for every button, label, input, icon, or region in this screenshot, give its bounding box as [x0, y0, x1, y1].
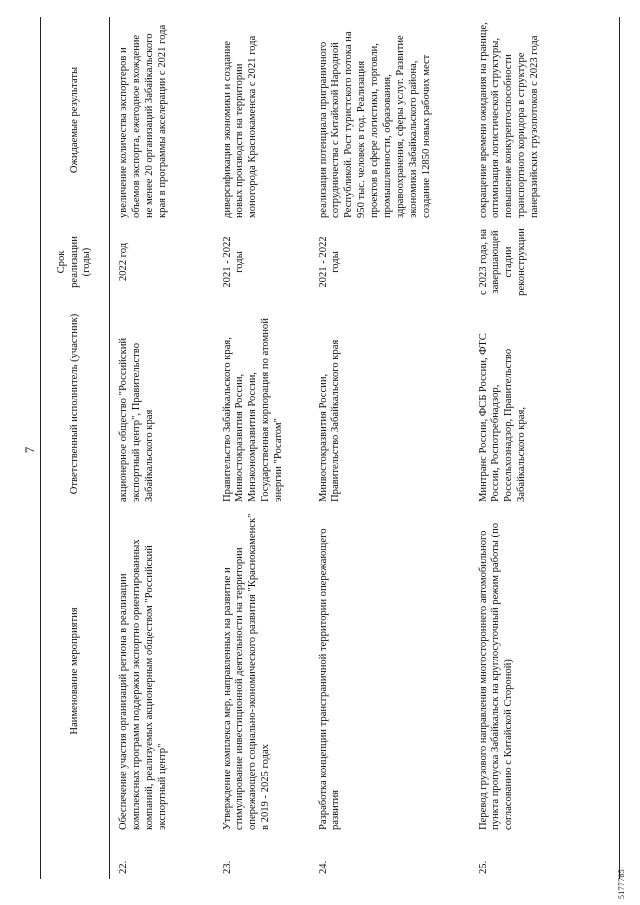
row-executor: акционерное общество "Российский экспортный центр", Правительство Забайкальского края [118, 337, 155, 502]
page-number: 7 [22, 446, 37, 454]
row-period: 2021 - 2022 годы [317, 236, 342, 288]
row-results: сокращение времени ожидания на границе, оптимизация логистической структуры, повышение конкурентоспособности транспортного коридора в структуре панеразийских грузопотоков с 2023 года [470, 17, 620, 223]
header-number [41, 835, 110, 879]
row-period: 2022 год [118, 242, 129, 282]
table-row [310, 17, 470, 879]
row-results: реализация потенциала приграничного сотрудничества с Китайской Народной Республикой. Рост туристского потока на 950 тыс. человек в год. Реализация проектов в сфере логистики, торговли, промышленности, образования, здравоохранения, сферы услуг. Развитие экономики Забайкальского района, создание 12850 новых рабочих мест [317, 31, 432, 218]
row-name: Обеспечение участия организаций региона в реализации комплексных программ поддержки экспортно ориентированных компаний, реализуемых акционерным обществом "Российский экспортный центр" [118, 539, 168, 830]
table-header-row [41, 17, 110, 879]
row-number: 24. [317, 860, 329, 874]
document-code: 5177785 [617, 868, 626, 899]
measures-table [40, 17, 620, 879]
table-row [470, 17, 620, 879]
header-period: Срок реализации (годы) [41, 223, 110, 301]
header-results: Ожидаемые результаты [41, 17, 110, 223]
row-results: диверсификация экономики и создание новых производств на территории моногорода Краснокаменска с 2021 года [221, 35, 259, 218]
row-name: Перевод грузового направления многостороннего автомобильного пункта пропуска Забайкальск на круглосуточный режим работы (по согласованию с Китайской Стороной) [470, 507, 620, 835]
row-executor: Правительство Забайкальского края, Минвостокразвития России, Минэкономразвития России, Государственная корпорация по атомной энергии "Росатом" [221, 318, 285, 502]
row-executor: Минвостокразвития России, Правительство Забайкальского края [317, 339, 342, 502]
table-row [214, 17, 310, 879]
row-results: увеличение количества экспортеров и объемов экспорта, ежегодное вхождение не менее 20 организаций Забайкальского края в программы акселерации с 2021 года [118, 24, 168, 218]
header-executor: Ответственный исполнитель (участник) [41, 301, 110, 507]
row-number: 25. [470, 835, 620, 879]
row-name: Утверждение комплекса мер, направленных на развитие и стимулирование инвестиционной деятельности на территории опережающего социально-экономического развития "Краснокаменск" в 2019 - 2025 годах [221, 513, 272, 830]
row-number: 22. [118, 860, 129, 874]
row-period: 2021 - 2022 годы [221, 236, 246, 288]
row-name: Разработка концепции трансграничной территории опережающего развития [317, 528, 342, 830]
table-row [110, 17, 214, 879]
row-executor: Минтранс России, ФСБ России, ФТС России, Роспотребнадзор, Россельхознадзор, Правительство Забайкальского края, [470, 301, 620, 507]
row-number: 23. [221, 860, 233, 874]
header-name: Наименование мероприятия [41, 507, 110, 835]
row-period: с 2023 года, на завершающей стадии реконструкции [470, 223, 620, 301]
